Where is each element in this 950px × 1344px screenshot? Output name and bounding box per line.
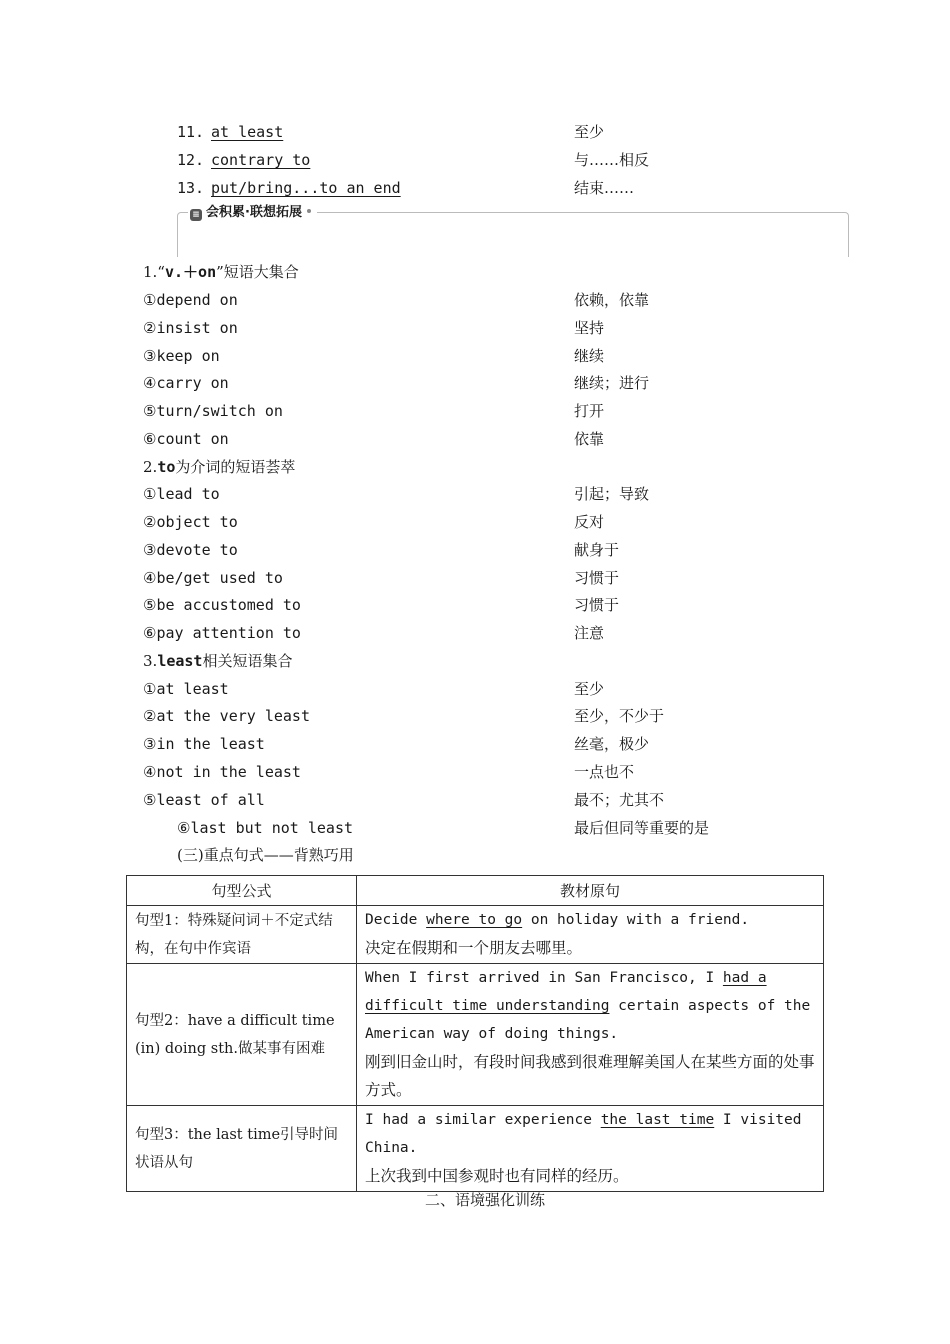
phrase-row [0, 118, 950, 146]
list-item: ①lead to 引起；导致 [143, 485, 650, 503]
list-item: ④not in the least 一点也不 [143, 763, 635, 781]
phrase-number: 11. [177, 123, 205, 141]
section-title: 二、语境强化训练 [425, 1191, 546, 1209]
table-row [127, 906, 824, 964]
list-item: ①depend on 依赖，依靠 [143, 291, 650, 309]
section-box-label: ≡ 会积累·联想拓展 [188, 203, 317, 223]
phrase-row [0, 174, 950, 202]
phrase-text: put/bring...to an end [211, 179, 401, 197]
phrase-number: 12. [177, 151, 205, 169]
list-item: ⑤turn/switch on 打开 [143, 402, 605, 420]
table-header: 句型公式 [127, 876, 357, 906]
list-item: ②insist on 坚持 [143, 319, 605, 337]
phrase-text: contrary to [211, 151, 311, 169]
example-cell: Decide where to go on holiday with a friend. 决定在假期和一个朋友去哪里。 [357, 906, 824, 964]
pattern-cell: 句型3：the last time引导时间状语从句 [127, 1106, 357, 1192]
list-item: ⑤least of all 最不；尤其不 [143, 791, 665, 809]
table-row [127, 1106, 824, 1192]
table-header: 教材原句 [357, 876, 824, 906]
list-item: ⑥last but not least 最后但同等重要的是 [177, 819, 710, 837]
list-item: ②at the very least 至少，不少于 [143, 707, 665, 725]
group-title: 3.least相关短语集合 [143, 652, 293, 670]
table-row [127, 964, 824, 1106]
phrase-text: at least [211, 123, 284, 141]
list-item: ③devote to 献身于 [143, 541, 620, 559]
sentence-pattern-table [126, 875, 824, 1192]
list-item: ③keep on 继续 [143, 347, 605, 365]
phrase-row [0, 146, 950, 174]
group-title: 1.“v.＋on”短语大集合 [143, 263, 299, 281]
example-cell: I had a similar experience the last time I visited China. 上次我到中国参观时也有同样的经历。 [357, 1106, 824, 1192]
book-icon: ≡ [190, 209, 202, 221]
pattern-cell: 句型1：特殊疑问词＋不定式结构，在句中作宾语 [127, 906, 357, 964]
phrase-number: 13. [177, 179, 205, 197]
group-title: 2.to为介词的短语荟萃 [143, 458, 296, 476]
phrase-meaning: 与……相反 [574, 151, 650, 169]
example-cell: When I first arrived in San Francisco, I had a difficult time understanding certain aspects of the American way of doing things. 刚到旧金山时，有段时间我感到很难理解美国人在某些方面的处事方式。 [357, 964, 824, 1106]
list-item: ③in the least 丝毫，极少 [143, 735, 650, 753]
list-item: ⑤be accustomed to 习惯于 [143, 596, 620, 614]
table-header-row [127, 876, 824, 906]
list-item: ①at least 至少 [143, 680, 605, 698]
list-item: ④be/get used to 习惯于 [143, 569, 620, 587]
phrase-meaning: 结束…… [574, 179, 635, 197]
phrase-meaning: 至少 [574, 123, 605, 141]
list-item: ⑥count on 依靠 [143, 430, 605, 448]
list-item: ②object to 反对 [143, 513, 605, 531]
list-item: ⑥pay attention to 注意 [143, 624, 605, 642]
pattern-cell: 句型2：have a difficult time (in) doing sth.做某事有困难 [127, 964, 357, 1106]
section-title: (三)重点句式——背熟巧用 [177, 846, 354, 864]
dot-icon [307, 209, 311, 213]
list-item: ④carry on 继续；进行 [143, 374, 650, 392]
